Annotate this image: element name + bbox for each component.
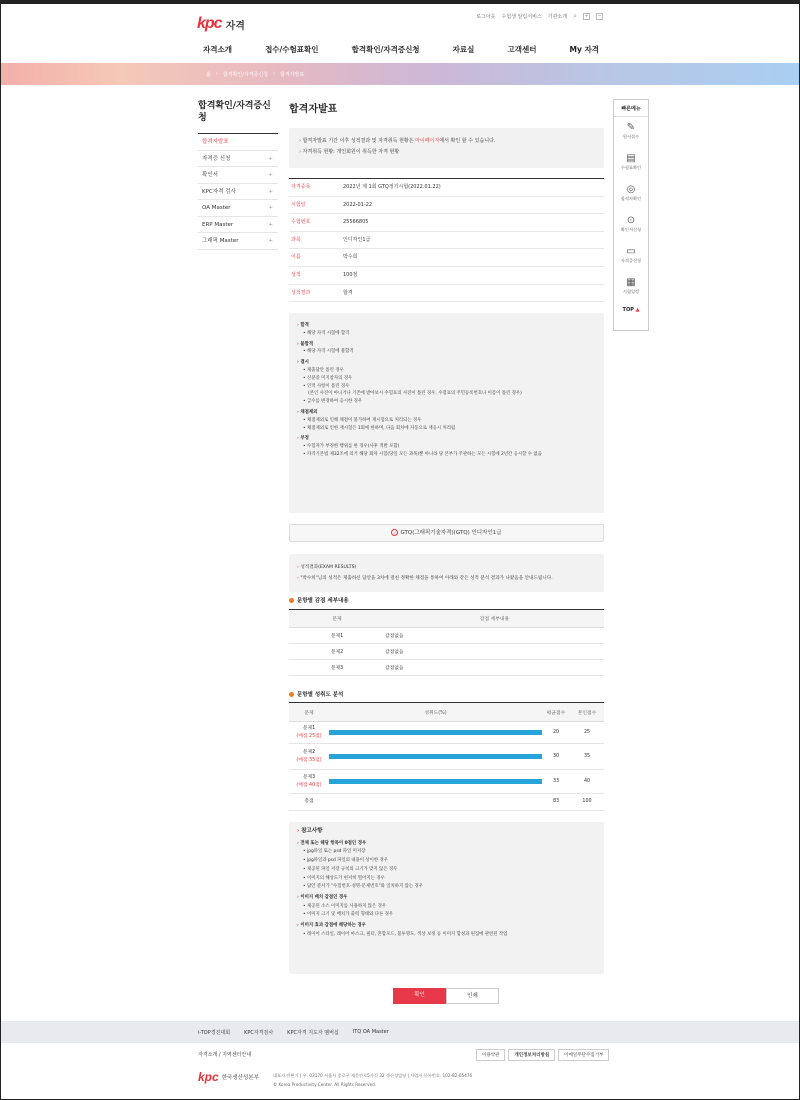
footer-link-membership[interactable]: KPC자격 지도자 멤버십 xyxy=(287,1030,339,1036)
table-row: 문제2 (배점 35점) 30 35 xyxy=(289,744,604,770)
subject-box: ✓ GTQ(그래픽기술자격)(GTQ) 인디자인1급 xyxy=(289,524,604,542)
sidebar xyxy=(198,133,278,250)
plus-icon: + xyxy=(268,155,273,162)
footer-links xyxy=(198,1029,389,1036)
logout-link[interactable]: 로그아웃 xyxy=(476,14,496,20)
check-circle-icon: ✓ xyxy=(393,530,397,535)
search-icon[interactable]: ⌕ xyxy=(573,12,577,20)
achievement-bar xyxy=(329,754,542,759)
kpc-logo[interactable] xyxy=(197,15,245,33)
detail-row: 성적결과 합격 xyxy=(289,285,604,303)
confirm-button[interactable]: 확인 xyxy=(393,988,446,1004)
privacy-button[interactable]: 개인정보처리방침 xyxy=(508,1049,555,1061)
sidebar-item-certificate[interactable]: 확인서 + xyxy=(198,167,278,184)
detail-row: 성적 100점 xyxy=(289,267,604,285)
plus-icon: + xyxy=(268,238,273,244)
zoom-out-icon[interactable]: − xyxy=(597,13,602,19)
calendar-icon: ▦ xyxy=(626,277,636,288)
breadcrumb-section[interactable]: 합격확인/자격증신청 xyxy=(222,72,268,78)
result-details xyxy=(289,178,604,302)
analysis-table: 문제 성취도(%) 평균점수 본인점수 문제1 (배점 25점) 20 25 문제2 (배점 35점) 30 35 문제3 (배점 40점) 33 40 총점 83 100 xyxy=(289,702,604,811)
gnb-apply[interactable]: 접수/수험표확인 xyxy=(265,45,319,54)
sidebar-title: 합격확인/자격증신청 xyxy=(198,101,271,123)
detail-row: 시험일 2022-01-22 xyxy=(289,197,604,215)
table-row: 문제1 (배점 25점) 20 25 xyxy=(289,722,604,744)
notes-box: › 참고사항 › 전체 또는 해당 항목이 0점인 경우 • jpg파일 또는 psd 파일 미저장 • jpg파일과 psd 파일의 내용이 상이한 경우 • 제공된 파일 저장 규칙의 크기가 맞지 않은 경우 • 이미지의 해상도가 현저히 떨어지는 경우 • 답안 분서가 "수험번호-성명-문제번호"와 일치하지 않는 경우 › 이미지 배치 감점인 경우 • 제공된 소스 이미지를 사용하지 않은 경우 • 이미지 크기 및 배치가 출력 형태와 다른 경우 › 이미지 효과 감점에 해당하는 경우 • 레이어 스타일, 레이어 마스크, 필터, 혼합모드, 불투명도, 색상 보정 등 이미지 합성과 편집에 관련된 작업 xyxy=(289,822,604,974)
detail-row: 자격종목 2022년 제 1회 GTQ정기시험(2022.01.22) xyxy=(289,179,604,197)
print-button[interactable]: 인쇄 xyxy=(446,988,499,1004)
footer-logo: kpc 한국생산성본부 xyxy=(198,1070,259,1084)
deduct-section-title: 문항별 감점 세부내용 xyxy=(289,596,349,604)
achievement-bar xyxy=(329,730,542,735)
sidebar-item-graphic[interactable]: 그래픽 Master + xyxy=(198,233,278,250)
plus-icon: + xyxy=(268,221,273,228)
home-icon[interactable]: 홈 xyxy=(206,72,211,78)
table-row: 총점 83 100 xyxy=(289,794,604,811)
table-row: 문제3 감점없음 xyxy=(289,660,604,676)
detail-row: 수험번호 25566805 xyxy=(289,214,604,232)
arrow-up-icon: ▲ xyxy=(635,307,640,313)
logo-text: 자격 xyxy=(225,20,245,32)
terms-button[interactable]: 이용약관 xyxy=(476,1049,505,1061)
page-title: 합격자발표 xyxy=(289,104,338,115)
zoom-in-icon[interactable]: + xyxy=(584,13,589,19)
about-link[interactable]: 기관소개 xyxy=(547,14,568,20)
section-dot-icon xyxy=(289,692,294,697)
quick-license[interactable]: ▭ 자격증신청 xyxy=(614,241,648,272)
footer-about-link[interactable]: 자격소개 / 지역센터안내 xyxy=(198,1052,252,1058)
quick-apply[interactable]: ✎ 원서접수 xyxy=(614,117,648,148)
sidebar-item-pass-announce[interactable]: 합격자발표 xyxy=(198,134,278,151)
analysis-section-title: 문항별 성취도 분석 xyxy=(289,690,343,698)
pass-icon: ◎ xyxy=(626,184,636,195)
mypage-link[interactable]: 마이페이지 xyxy=(415,138,440,144)
gnb-resources[interactable]: 자료실 xyxy=(452,45,475,54)
footer-link-itq[interactable]: ITQ OA Master xyxy=(352,1029,389,1035)
section-dot-icon xyxy=(289,598,294,603)
banner xyxy=(1,63,800,85)
footer-buttons xyxy=(476,1049,609,1061)
quick-pass[interactable]: ◎ 합격자확인 xyxy=(614,179,648,210)
sidebar-item-license[interactable]: 자격증 신청 + xyxy=(198,151,278,168)
quick-menu xyxy=(613,99,649,331)
ticket-icon: ▤ xyxy=(626,153,636,164)
action-buttons xyxy=(393,988,499,1004)
detail-row: 이름 박수희 xyxy=(289,249,604,267)
breadcrumb-current: 합격자발표 xyxy=(280,72,305,78)
form-icon: ✎ xyxy=(626,122,636,133)
plus-icon: + xyxy=(268,172,273,178)
gnb-results[interactable]: 합격확인/자격증신청 xyxy=(351,45,420,54)
license-icon: ▭ xyxy=(626,246,636,257)
footer-link-itop[interactable]: i-TOP경진대회 xyxy=(198,1030,231,1036)
utility-nav xyxy=(476,12,603,21)
plus-icon: + xyxy=(268,205,273,211)
exam-results-box: › 성적결과(EXAM RESULTS) › "박수희"님의 성적은 제출하신 답안을 3차에 걸친 정확한 채점을 통하여 아래와 같은 성적 분석 결과가 나왔음을 안내드립니다. xyxy=(289,554,604,592)
quick-cert-request[interactable]: ⊙ 확인서신청 xyxy=(614,210,648,241)
footer-bar xyxy=(1,1021,800,1043)
sidebar-item-erp[interactable]: ERP Master + xyxy=(198,217,278,234)
info-box: › 합격자발표 기간 이후 성적결과 및 자격취득 현황은 마이페이지에서 확인 할 수 있습니다. › 자격취득 현황: 개인회원이 취득한 자격 현황 xyxy=(289,128,604,168)
deduct-table: 문제 감점 세부내용 문제1 감점없음 문제2 감점없음 문제3 감점없음 xyxy=(289,609,604,676)
breadcrumb: 홈 › 합격확인/자격증신청 › 합격자발표 xyxy=(206,71,305,78)
table-row: 문제2 감점없음 xyxy=(289,644,604,660)
quick-ticket[interactable]: ▤ 수험표확인 xyxy=(614,148,648,179)
detail-row: 과목 인디자인1급 xyxy=(289,232,604,250)
footer-address: 대표자 안완기 | 우. 03170 서울시 종로구 새문안로5가길 32 생산성빌딩 | 사업자 등록번호. 102-82-05476 © Korea Productivity Center. All Rights Reserved. xyxy=(273,1073,473,1087)
footer-link-kpc[interactable]: KPC자격검사 xyxy=(244,1030,274,1036)
global-nav xyxy=(197,44,605,55)
gnb-my[interactable]: My 자격 xyxy=(569,45,599,54)
logo-brand: kpc xyxy=(197,15,222,32)
sidebar-item-kpc-test[interactable]: KPC자격 검사 + xyxy=(198,184,278,201)
table-row: 문제1 감점없음 xyxy=(289,628,604,644)
achievement-bar xyxy=(329,779,542,784)
cert-request-icon: ⊙ xyxy=(626,215,636,226)
sidebar-item-oa[interactable]: OA Master + xyxy=(198,200,278,217)
quick-menu-title: 빠른메뉴 xyxy=(614,100,648,117)
gnb-about[interactable]: 자격소개 xyxy=(203,45,232,54)
gnb-support[interactable]: 고객센터 xyxy=(507,45,537,54)
plus-icon: + xyxy=(268,188,273,195)
result-legend: › 합격 • 해당 자격 시험에 합격 › 불합격 • 해당 자격 시험에 불합격 › 결시 • 제출답안 틀린 경우 • 신분증 미지참자의 경우 • 인적 사항이 틀린 경우 (본인 사진이 아니거나 기존에 받아보시 수험표의 사진이 틀린 경우, 수험표의 주민등록번호나 이름이 틀린 경우) • 급수를 변경하여 응시한 경우 › 채점제외 • 채점제외로 인해 채점이 불가하여 재시험으로 처리되는 경우 • 채점제외로 인한 재시험은 1회에 한하며, 다음 회차에 자동으로 재응시 처리됨 › 부정 • 수험자가 부정한 행위를 한 경우(사후 적발 포함) • 자격기본법 제32조에 의거 해당 회차 시험(당일 모든 과목)뿐 아니라 당 본부가 주관하는 모든 시험에 2년간 응시할 수 없음 xyxy=(289,313,604,513)
top-button[interactable]: TOP ▲ xyxy=(622,307,640,313)
quick-schedule[interactable]: ▦ 시험일정 xyxy=(614,272,648,303)
email-refuse-button[interactable]: 이메일무단수집거부 xyxy=(558,1049,609,1061)
alert-service-link[interactable]: 수험생 알림서비스 xyxy=(501,14,542,20)
table-row: 문제3 (배점 40점) 33 40 xyxy=(289,770,604,794)
